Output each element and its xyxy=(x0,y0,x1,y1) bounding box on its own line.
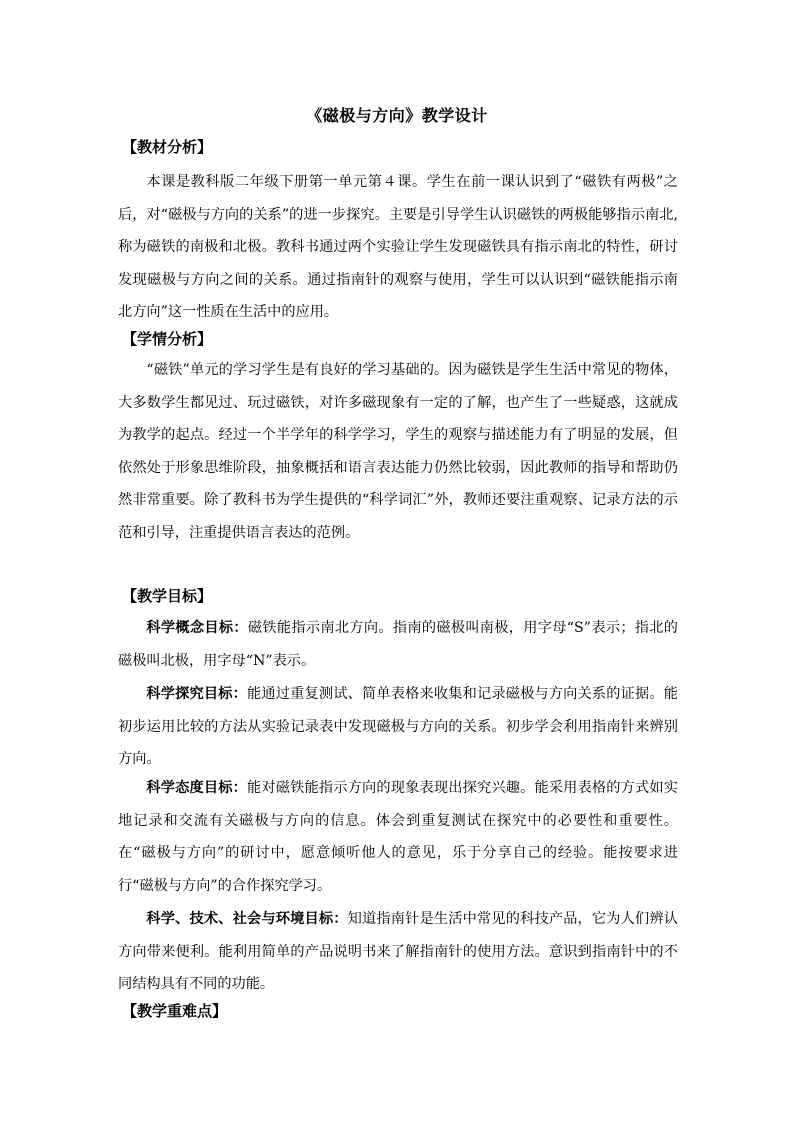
paragraph-text: 知道指南针是生活中常见的科技产品，它为人们辨认方向带来便利。能利用简单的产品说明书来了解指南针的使用方法。意识到指南针中的不同结构具有不同的功能。 xyxy=(118,911,678,992)
paragraph-text: 磁铁能指示南北方向。指南的磁极叫南极，用字母“S”表示；指北的磁极叫北极，用字母“N”表示。 xyxy=(118,620,678,669)
paragraph-lead: 科学态度目标： xyxy=(146,780,247,796)
document-title: 《磁极与方向》教学设计 xyxy=(306,106,488,125)
section-heading-teaching-objectives: 【教学目标】 xyxy=(122,587,213,605)
section-heading-key-difficulties: 【教学重难点】 xyxy=(122,1002,228,1020)
section-heading-student-analysis: 【学情分析】 xyxy=(122,330,213,348)
paragraph-textbook-analysis xyxy=(118,166,678,329)
paragraph-text: 能通过重复测试、简单表格来收集和记录磁极与方向关系的证据。能初步运用比较的方法从实验记录表中发现磁极与方向的关系。初步学会利用指南针来辨别方向。 xyxy=(118,686,678,767)
paragraph-lead: 科学探究目标： xyxy=(146,686,247,702)
paragraph-text: 能对磁铁能指示方向的现象表现出探究兴趣。能采用表格的方式如实地记录和交流有关磁极与方向的信息。体会到重复测试在探究中的必要性和重要性。在“磁极与方向”的研讨中，愿意倾听他人的意见，乐于分享自己的经验。能按要求进行“磁极与方向”的合作探究学习。 xyxy=(118,780,678,894)
paragraph-inquiry-objective xyxy=(118,678,678,776)
paragraph-lead: 科学概念目标： xyxy=(146,620,248,636)
paragraph-text: 本课是教科版二年级下册第一单元第４课。学生在前一课认识到了“磁铁有两极”之后，对“磁极与方向的关系”的进一步探究。主要是引导学生认识磁铁的两极能够指示南北,称为磁铁的南极和北极。教科书通过两个实验让学生发现磁铁具有指示南北的特性，研讨发现磁极与方向之间的关系。通过指南针的观察与使用，学生可以认识到“磁铁能指示南北方向”这一性质在生活中的应用。 xyxy=(118,174,678,320)
paragraph-student-analysis xyxy=(118,354,678,549)
section-heading-textbook-analysis: 【教材分析】 xyxy=(122,138,213,156)
paragraph-text: “磁铁”单元的学习学生是有良好的学习基础的。因为磁铁是学生生活中常见的物体，大多数学生都见过、玩过磁铁，对许多磁现象有一定的了解，也产生了一些疑惑，这就成为教学的起点。经过一个半学年的科学学习，学生的观察与描述能力有了明显的发展，但依然处于形象思维阶段，抽象概括和语言表达能力仍然比较弱，因此教师的指导和帮助仍然非常重要。除了教科书为学生提供的“科学词汇”外，教师还要注重观察、记录方法的示范和引导，注重提供语言表达的范例。 xyxy=(118,362,678,541)
paragraph-lead: 科学、技术、社会与环境目标： xyxy=(146,911,348,927)
paragraph-stse-objective xyxy=(118,903,678,1001)
paragraph-concept-objective xyxy=(118,612,678,677)
paragraph-attitude-objective xyxy=(118,772,678,902)
